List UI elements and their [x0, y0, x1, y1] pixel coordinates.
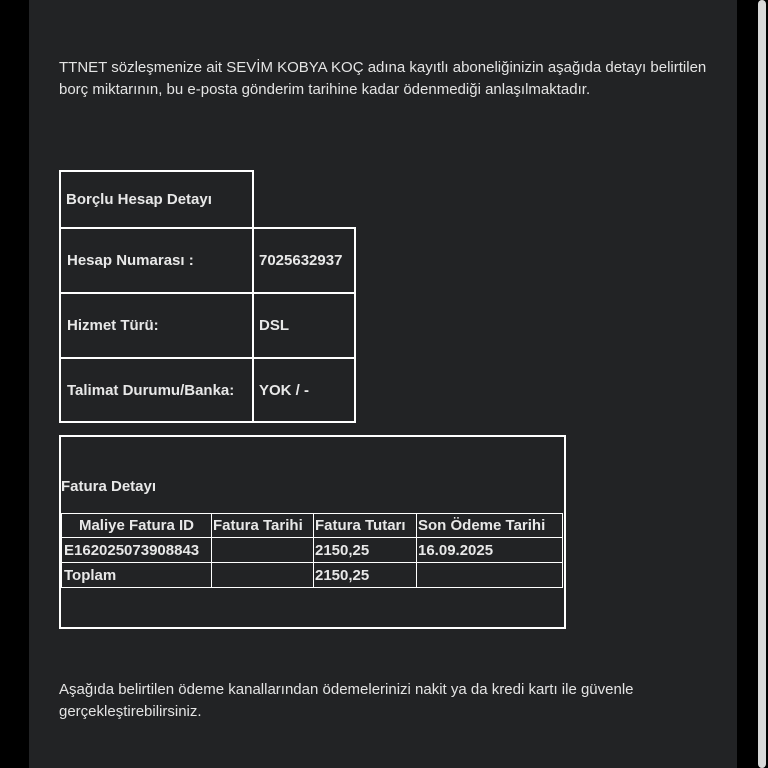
invoice-header-id: Maliye Fatura ID	[61, 513, 212, 538]
invoice-row-due-date: 16.09.2025	[416, 537, 563, 563]
account-number-label: Hesap Numarası :	[59, 227, 254, 294]
service-type-value: DSL	[252, 292, 356, 359]
invoice-header-due-date: Son Ödeme Tarihi	[416, 513, 563, 538]
service-type-label: Hizmet Türü:	[59, 292, 254, 359]
payment-order-label: Talimat Durumu/Banka:	[59, 357, 254, 423]
invoice-total-amount: 2150,25	[313, 562, 417, 588]
payment-channels-paragraph: Aşağıda belirtilen ödeme kanallarından ödemelerinizi nakit ya da kredi kartı ile güvenle gerçekleştirebilirsiniz.	[59, 681, 634, 720]
invoice-detail-title: Fatura Detayı	[61, 478, 157, 495]
account-number-value: 7025632937	[252, 227, 356, 294]
email-body	[29, 0, 737, 768]
invoice-row-date	[211, 537, 314, 563]
payment-order-value: YOK / -	[252, 357, 356, 423]
invoice-row-amount: 2150,25	[313, 537, 417, 563]
invoice-total-date	[211, 562, 314, 588]
invoice-header-amount: Fatura Tutarı	[313, 513, 417, 538]
invoice-total-due-date	[416, 562, 563, 588]
invoice-total-label: Toplam	[61, 562, 212, 588]
invoice-row-id: E162025073908843	[61, 537, 212, 563]
invoice-header-date: Fatura Tarihi	[211, 513, 314, 538]
scrollbar-thumb[interactable]	[758, 0, 766, 768]
account-detail-title: Borçlu Hesap Detayı	[59, 170, 254, 229]
intro-paragraph: TTNET sözleşmenize ait SEVİM KOBYA KOÇ adına kayıtlı aboneliğinizin aşağıda detayı belirtilen borç miktarının, bu e-posta gönderim tarihine kadar ödenmediği anlaşılmaktadır.	[59, 59, 707, 98]
